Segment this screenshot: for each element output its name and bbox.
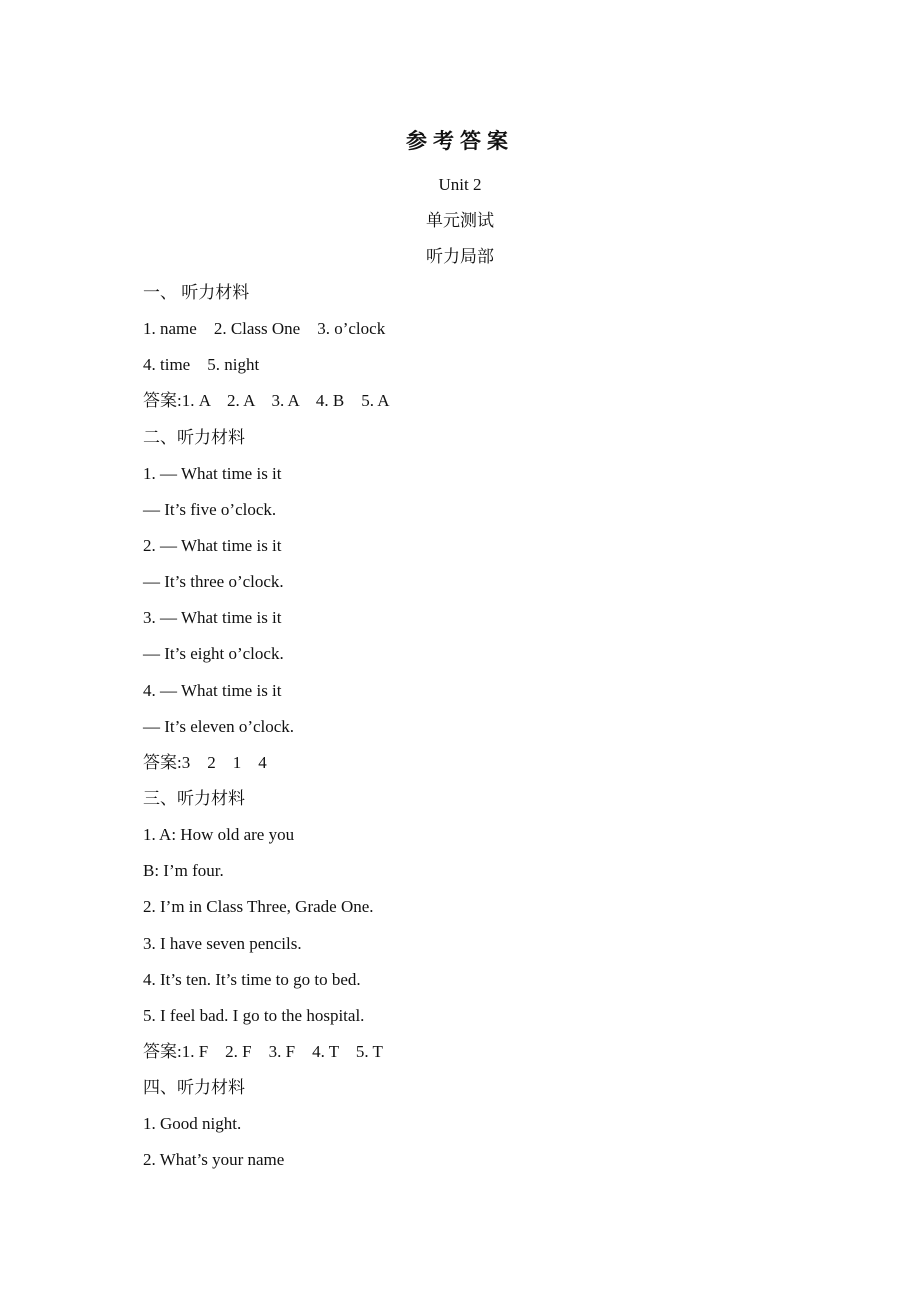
text-line: 4. — What time is it: [143, 680, 282, 700]
text-line: 1. A: How old are you: [143, 825, 295, 845]
text-line: B: I’m four.: [143, 861, 224, 881]
text-line: 4. It’s ten. It’s time to go to bed.: [143, 969, 361, 989]
text-line: — It’s three o’clock.: [143, 572, 284, 592]
text-line: 1. name 2. Class One 3. o’clock: [143, 319, 386, 339]
text-line: 二、听力材料: [143, 427, 245, 447]
text-line: — It’s eleven o’clock.: [143, 716, 295, 736]
text-line: 4. time 5. night: [143, 355, 260, 375]
text-line: 三、听力材料: [143, 788, 245, 808]
test-heading: 单元测试: [426, 211, 494, 230]
answer-lines: [143, 280, 843, 1184]
section-heading: 听力局部: [426, 247, 494, 266]
text-line: 四、听力材料: [143, 1078, 245, 1098]
text-line: 3. — What time is it: [143, 608, 282, 628]
text-line: 1. — What time is it: [143, 463, 282, 483]
text-line: 一、 听力材料: [143, 283, 250, 302]
text-line: 2. What’s your name: [143, 1150, 285, 1170]
text-line: 3. I have seven pencils.: [143, 933, 302, 953]
text-line: 5. I feel bad. I go to the hospital.: [143, 1005, 365, 1025]
text-line: 答案:1. F 2. F 3. F 4. T 5. T: [143, 1041, 383, 1061]
text-line: 答案:1. A 2. A 3. A 4. B 5. A: [143, 391, 390, 411]
page-title: 参考答案: [406, 129, 514, 153]
text-line: 2. I’m in Class Three, Grade One.: [143, 897, 374, 917]
text-line: 1. Good night.: [143, 1114, 242, 1134]
text-line: 答案:3 2 1 4: [143, 752, 267, 772]
text-line: — It’s eight o’clock.: [143, 644, 284, 664]
text-line: — It’s five o’clock.: [143, 499, 277, 519]
unit-heading: Unit 2: [438, 175, 482, 194]
text-line: 2. — What time is it: [143, 535, 282, 555]
